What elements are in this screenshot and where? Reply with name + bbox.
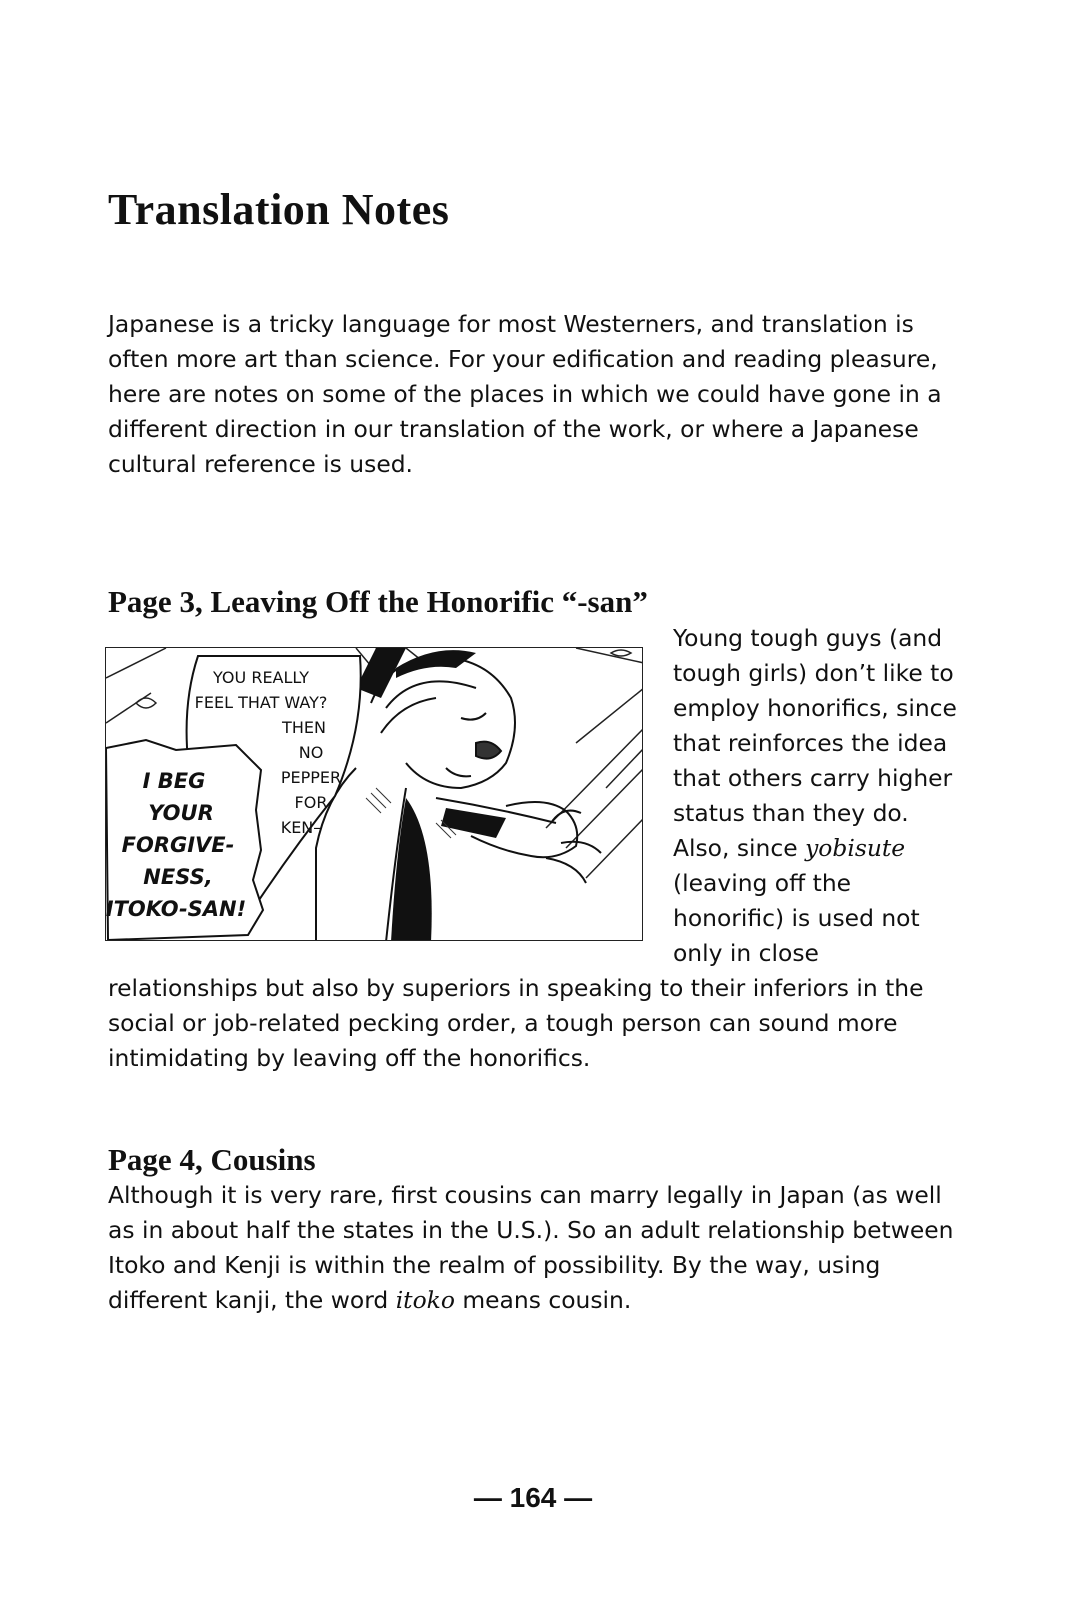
bubble-line: NO — [298, 743, 324, 762]
shout-line: FORGIVE- — [121, 833, 235, 857]
shout-line: I BEG — [142, 769, 206, 793]
manga-panel-art — [106, 648, 643, 941]
bubble-line: PEPPER — [280, 768, 342, 787]
body-text: (leaving off the honorific) is used not only in close relationships but also by superiors in speaking to their inferiors in the social or job-related pecking order, a tough person can sound more intimidating by leaving off the honorifics. — [108, 869, 924, 1072]
bubble-line: THEN — [282, 718, 326, 737]
section-honorific — [108, 621, 968, 1076]
bubble-line: FEEL THAT WAY? — [194, 693, 328, 712]
body-text: means cousin. — [454, 1286, 632, 1314]
shout-line: ITOKO-SAN! — [106, 897, 247, 921]
section-heading-honorific: Page 3, Leaving Off the Honorific “-san” — [108, 584, 648, 619]
section-body-cousins — [108, 1178, 968, 1318]
italic-term: itoko — [395, 1286, 455, 1314]
page-title: Translation Notes — [108, 185, 450, 234]
shout-line: NESS, — [143, 865, 213, 889]
manga-panel-image — [105, 647, 643, 941]
bubble-line: KEN– — [280, 818, 322, 837]
italic-term: yobisute — [805, 834, 906, 862]
bubble-line: YOU REALLY — [213, 668, 309, 687]
page-number: — 164 — — [473, 1482, 593, 1513]
section-cousins — [108, 1178, 968, 1318]
section-heading-cousins: Page 4, Cousins — [108, 1142, 316, 1177]
body-text: Although it is very rare, first cousins can marry legally in Japan (as well as in about half the states in the U.S.). So an adult relationship between Itoko and Kenji is within the realm of possibility. By the way, using different kanji, the word — [108, 1181, 954, 1314]
body-text: Young tough guys (and tough girls) don’t like to employ honorifics, since that reinforces the idea that others carry higher status than they do. Also, since — [673, 624, 957, 862]
intro-paragraph: Japanese is a tricky language for most Westerners, and translation is often more art than science. For your edification and reading pleasure, here are notes on some of the places in which we could have gone in a different direction in our translation of the work, or where a Japanese cultural reference is used. — [108, 310, 942, 478]
bubble-line: FOR — [294, 793, 328, 812]
shout-line: YOUR — [148, 801, 214, 825]
